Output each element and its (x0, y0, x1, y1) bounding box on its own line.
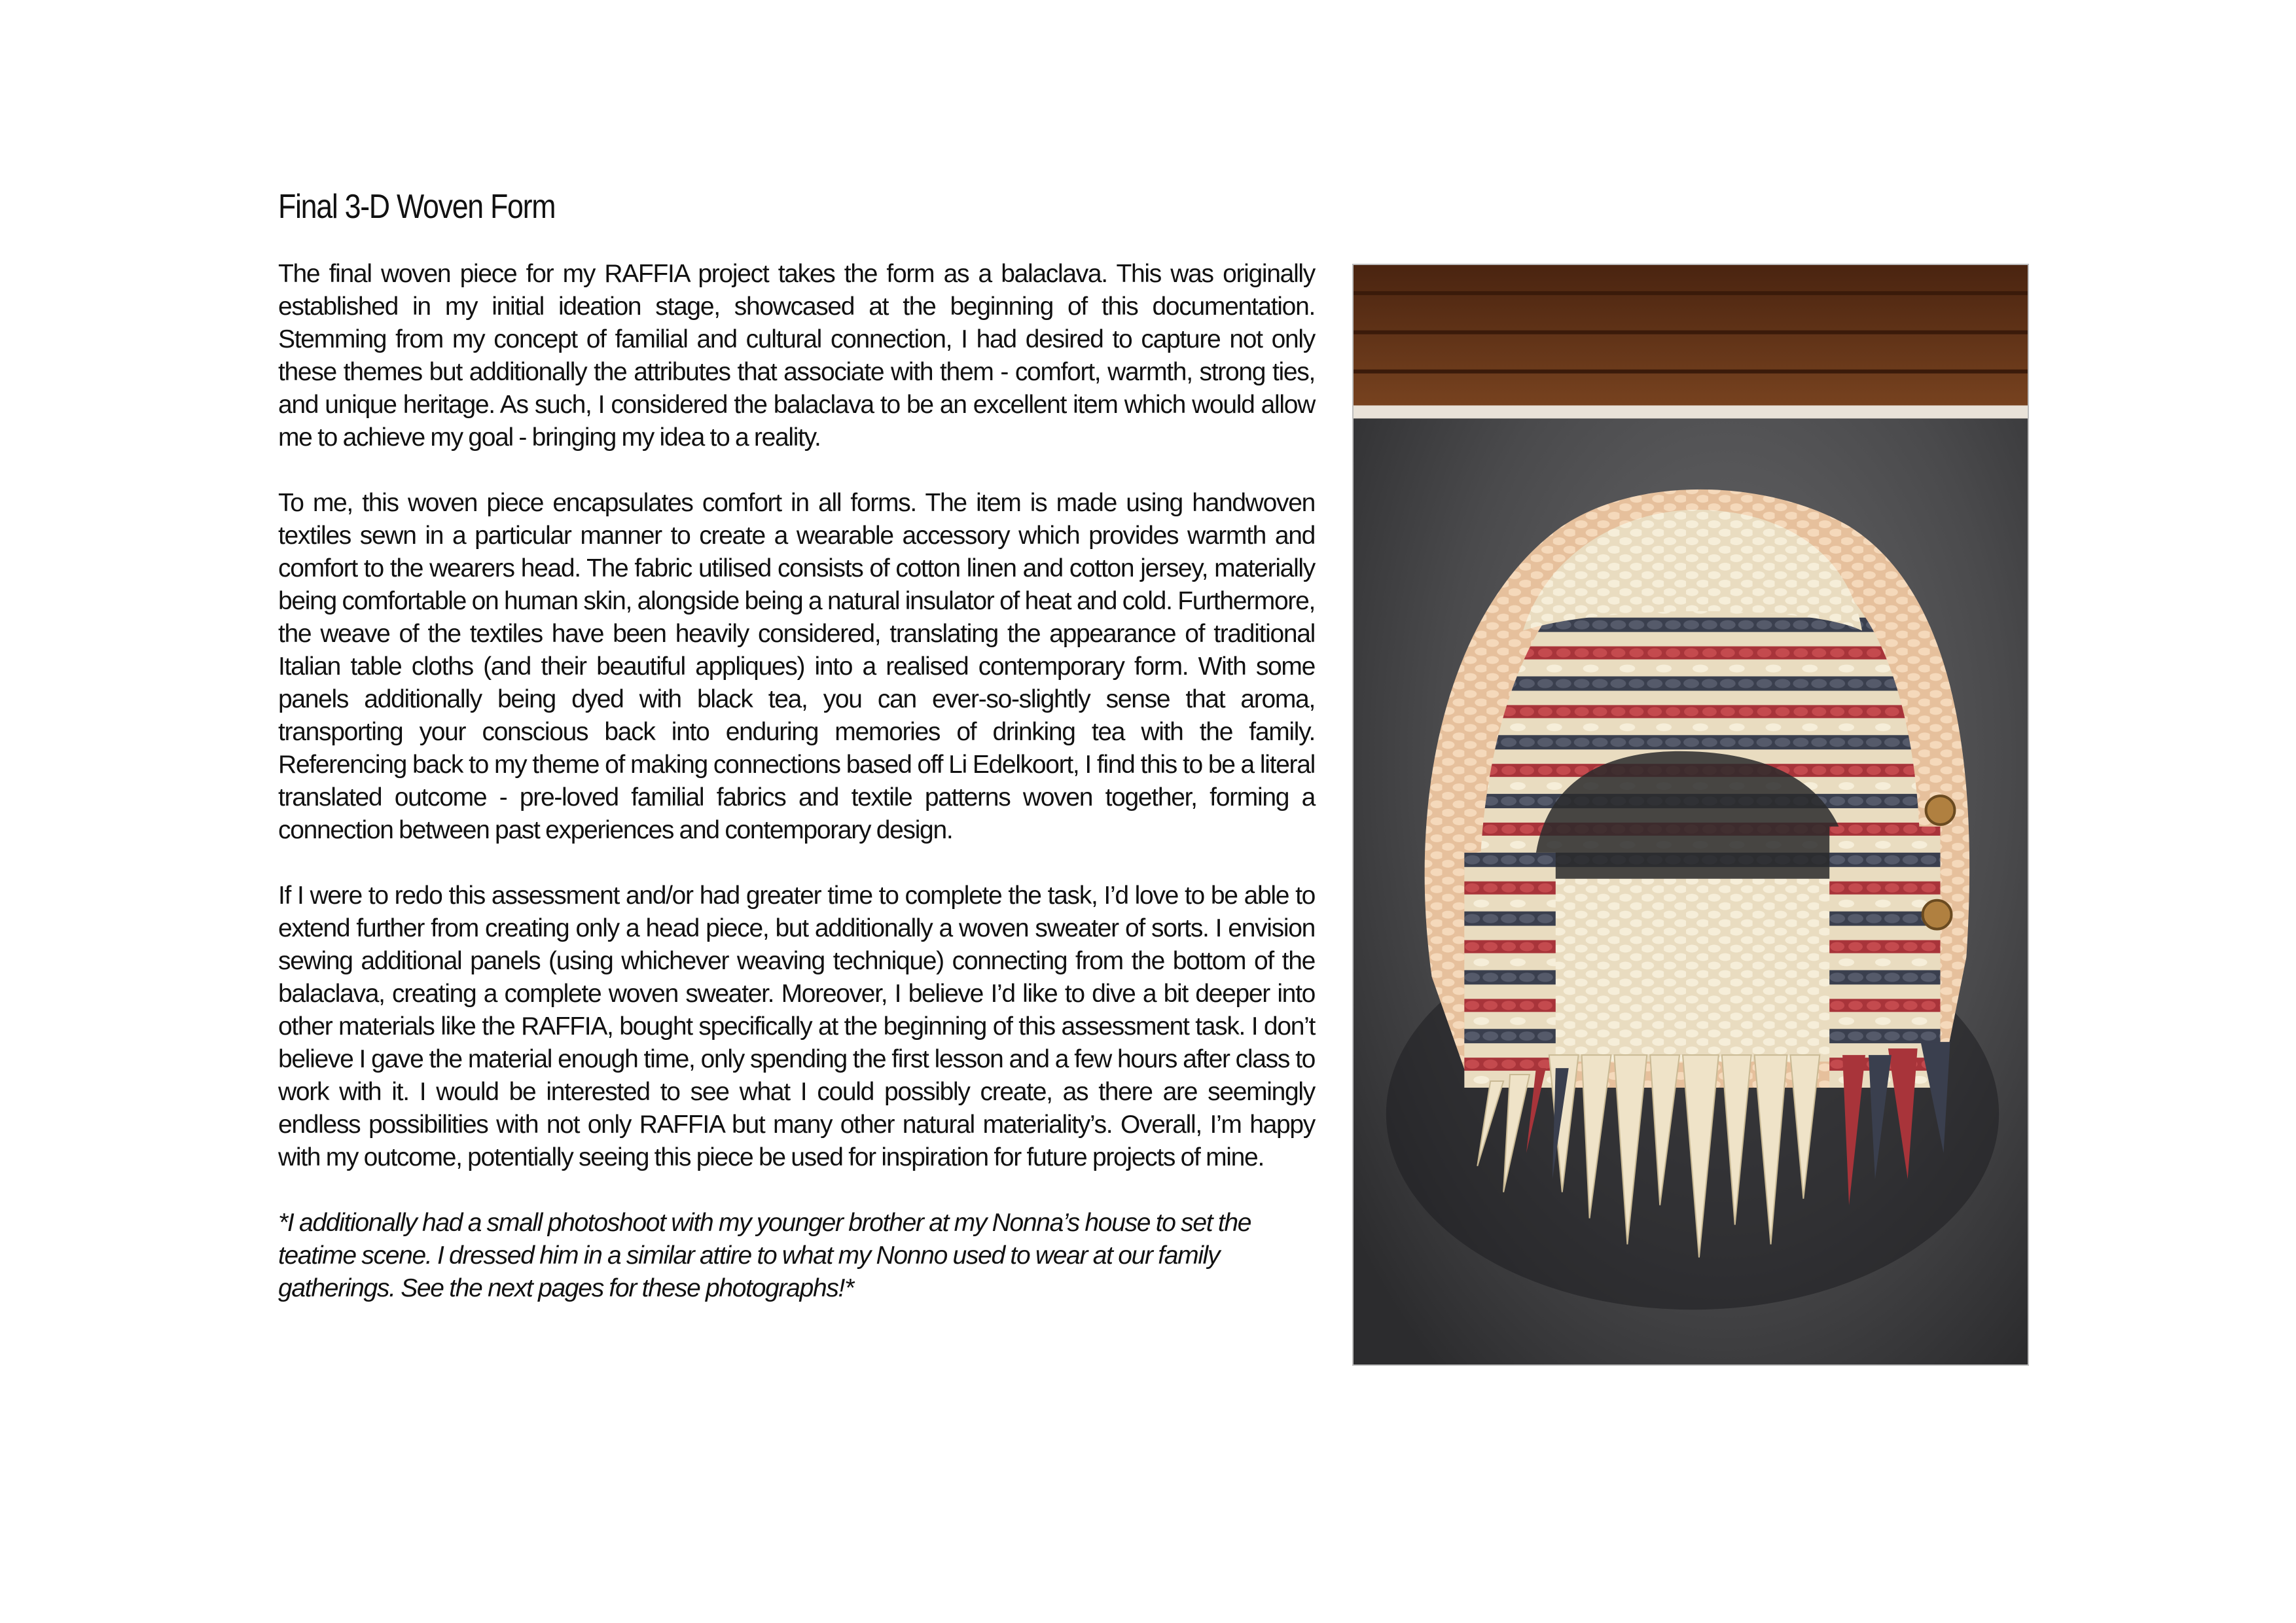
paragraph-3: If I were to redo this assessment and/or had greater time to complete the task, I’d love to be able to extend further from creating only a head piece, but additionally a woven sweater of sorts. I envision sewing additional panels (using whichever weaving technique) connecting from the bottom of the balaclava, creating a complete woven sweater. Moreover, I believe I’d like to dive a bit deeper into other materials like the RAFFIA, bought specifically at the beginning of this assessment task. I don’t believe I gave the material enough time, only spending the first lesson and a few hours after class to work with it. I would be interested to see what I could possibly create, as there are seemingly endless possibilities with not only RAFFIA but many other natural materiality’s. Overall, I’m happy with my outcome, potentially seeing this piece be used for inspiration for future projects of mine. (278, 882, 1315, 1171)
paragraph-1: The final woven piece for my RAFFIA project takes the form as a balaclava. This was originally established in my initial ideation stage, showcased at the beginning of this documentation. Stemming from my concept of familial and cultural connection, I had desired to capture not only these themes but additionally the attributes that associate with them - comfort, warmth, strong ties, and unique heritage. As such, I considered the balaclava to be an excellent item which would allow me to achieve my goal - bringing my idea to a reality. (278, 260, 1315, 452)
body-text (278, 258, 1315, 1338)
woven-balaclava-photo-icon (1354, 265, 2028, 1364)
paragraph-2: To me, this woven piece encapsulates comfort in all forms. The item is made using handwoven textiles sewn in a particular manner to create a wearable accessory which provides warmth and comfort to the wearers head. The fabric utilised consists of cotton linen and cotton jersey, materially being comfortable on human skin, alongside being a natural insulator of heat and cold. Furthermore, the weave of the textiles have been heavily considered, translating the appearance of traditional Italian table cloths (and their beautiful appliques) into a realised contemporary form. With some panels additionally being dyed with black tea, you can ever-so-slightly sense that aroma, transporting your conscious back into enduring memories of drinking tea with the family. Referencing back to my theme of making connections based off Li Edelkoort, I find this to be a literal translated outcome - pre-loved familial fabrics and textile patterns woven together, forming a connection between past experiences and contemporary design. (278, 489, 1315, 844)
balaclava-photo (1352, 264, 2029, 1366)
photoshoot-note: *I additionally had a small photoshoot with my younger brother at my Nonna’s house to set the teatime scene. I dressed him in a similar attire to what my Nonno used to wear at our family gatherings. See the next pages for these photographs!* (278, 1209, 1251, 1302)
page-title: Final 3-D Woven Form (278, 188, 556, 226)
